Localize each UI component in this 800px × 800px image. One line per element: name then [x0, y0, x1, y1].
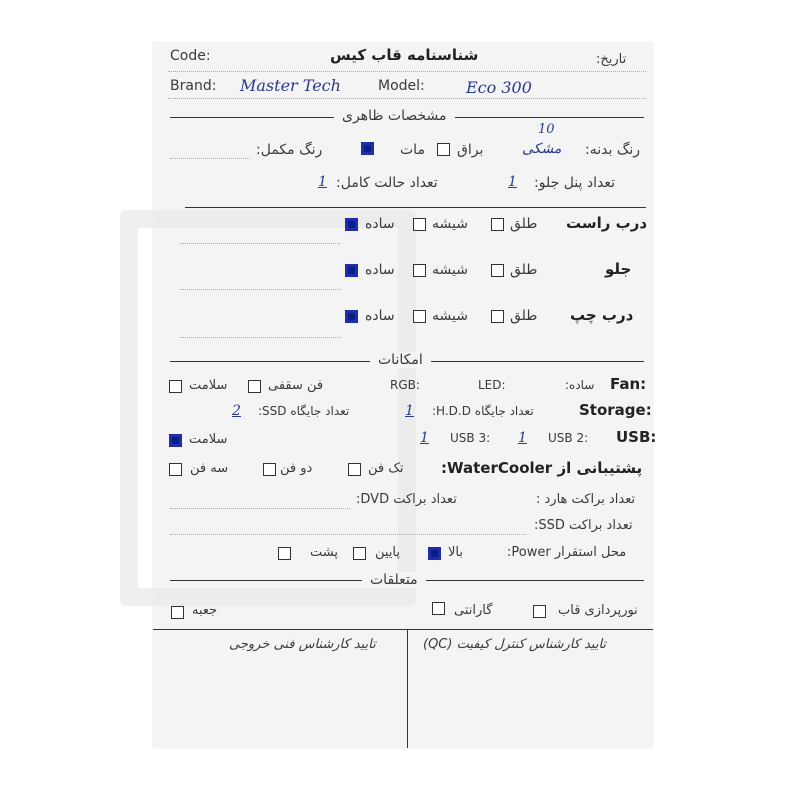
dvd-bracket-label: تعداد براکت DVD: — [356, 492, 457, 507]
complete-mode-count-label: تعداد حالت کامل: — [336, 175, 438, 191]
door-left-metal-label: طلق — [510, 308, 538, 324]
box-label: جعبه — [192, 603, 218, 618]
door-front-metal-checkbox[interactable] — [491, 264, 504, 277]
body-color-value[interactable]: مشکی — [522, 141, 562, 157]
qc-approval-label: تایید کارشناس کنترل کیفیت (QC) — [423, 637, 607, 652]
door-left-glass-label: شیشه — [432, 308, 468, 324]
hdd-count-label: تعداد جایگاه H.D.D: — [432, 404, 534, 418]
glossy-checkbox[interactable] — [437, 143, 450, 156]
door-right-dots — [180, 243, 340, 244]
door-right-plain-checkbox[interactable] — [345, 218, 358, 231]
fan-health-checkbox[interactable] — [169, 380, 182, 393]
front-panel-count-value[interactable]: 1 — [508, 174, 517, 190]
door-front-label: جلو — [605, 260, 632, 278]
appearance-title: مشخصات ظاهری — [334, 108, 455, 124]
usb2-value[interactable]: 1 — [518, 430, 527, 446]
fan-plain-label: ساده: — [565, 378, 595, 392]
storage-label: Storage: — [579, 401, 652, 419]
dvd-bracket-dots — [170, 508, 350, 509]
power-back-label: پشت — [310, 545, 338, 560]
ssd-bracket-label: تعداد براکت SSD: — [534, 518, 633, 533]
power-bottom-label: پایین — [375, 545, 401, 560]
date-label: تاریخ: — [596, 52, 627, 67]
watercooler-label: پشتیبانی از WaterCooler: — [441, 459, 643, 477]
door-right-glass-label: شیشه — [432, 216, 468, 232]
features-title: امکانات — [370, 352, 431, 368]
brand-dots — [168, 98, 646, 99]
hdd-count-value[interactable]: 1 — [405, 403, 414, 419]
warranty-checkbox[interactable] — [432, 602, 445, 615]
door-left-metal-checkbox[interactable] — [491, 310, 504, 323]
usb-health-checkbox[interactable] — [169, 434, 182, 447]
complete-mode-count-value[interactable]: 1 — [318, 174, 327, 190]
fan-label: Fan: — [610, 375, 647, 393]
door-front-plain-checkbox[interactable] — [345, 264, 358, 277]
door-right-plain-label: ساده — [365, 216, 395, 232]
warranty-label: گارانتی — [454, 603, 493, 618]
fan-led-label: LED: — [478, 378, 506, 392]
door-left-dots — [180, 337, 340, 338]
model-label: Model: — [378, 78, 425, 94]
one-fan-checkbox[interactable] — [348, 463, 361, 476]
header-dots — [168, 71, 646, 72]
door-front-plain-label: ساده — [365, 262, 395, 278]
power-bottom-checkbox[interactable] — [353, 547, 366, 560]
code-label: Code: — [170, 48, 211, 64]
door-front-glass-checkbox[interactable] — [413, 264, 426, 277]
brand-value[interactable]: Master Tech — [240, 76, 341, 95]
fan-ceiling-checkbox[interactable] — [248, 380, 261, 393]
case-lighting-checkbox[interactable] — [533, 605, 546, 618]
box-checkbox[interactable] — [171, 606, 184, 619]
model-value[interactable]: Eco 300 — [466, 78, 532, 97]
complementary-dots — [170, 158, 250, 159]
matte-label: مات — [400, 142, 425, 158]
door-right-metal-label: طلق — [510, 216, 538, 232]
door-left-label: درب چپ — [570, 306, 634, 324]
door-right-glass-checkbox[interactable] — [413, 218, 426, 231]
ssd-count-label: تعداد جایگاه SSD: — [258, 404, 350, 418]
power-top-checkbox[interactable] — [428, 547, 441, 560]
complementary-color-label: رنگ مکمل: — [256, 142, 323, 158]
one-fan-label: تک فن — [368, 461, 404, 476]
ssd-count-value[interactable]: 2 — [232, 403, 241, 419]
usb2-label: USB 2: — [548, 431, 589, 445]
front-panel-count-label: تعداد پنل جلو: — [534, 175, 615, 191]
approvals-divider — [153, 629, 653, 630]
door-right-metal-checkbox[interactable] — [491, 218, 504, 231]
fan-health-label: سلامت — [189, 378, 228, 393]
door-left-plain-checkbox[interactable] — [345, 310, 358, 323]
door-front-dots — [180, 289, 340, 290]
three-fan-checkbox[interactable] — [169, 463, 182, 476]
body-color-label: رنگ بدنه: — [585, 142, 641, 158]
matte-checkbox[interactable] — [361, 142, 374, 155]
power-top-label: بالا — [448, 545, 463, 560]
fan-rgb-label: RGB: — [390, 378, 420, 392]
two-fan-label: دو فن — [280, 461, 313, 476]
usb-label: USB: — [616, 428, 657, 446]
usb3-value[interactable]: 1 — [420, 430, 429, 446]
usb3-label: USB 3: — [450, 431, 491, 445]
form-title: شناسنامه قاب کیس — [330, 46, 479, 64]
door-left-glass-checkbox[interactable] — [413, 310, 426, 323]
doors-divider-top — [185, 207, 646, 208]
power-back-checkbox[interactable] — [278, 547, 291, 560]
three-fan-label: سه فن — [190, 461, 229, 476]
fan-ceiling-label: فن سقفی — [268, 378, 324, 393]
door-left-plain-label: ساده — [365, 308, 395, 324]
brand-label: Brand: — [170, 78, 217, 94]
two-fan-checkbox[interactable] — [263, 463, 276, 476]
tech-approval-label: تایید کارشناس فنی خروجی — [229, 637, 376, 652]
glossy-label: براق — [457, 142, 484, 158]
door-right-label: درب راست — [566, 214, 648, 232]
power-location-label: محل استقرار Power: — [507, 545, 627, 560]
accessories-title: متعلقات — [362, 572, 426, 588]
usb-health-label: سلامت — [189, 432, 228, 447]
door-front-metal-label: طلق — [510, 262, 538, 278]
approvals-column-divider — [407, 629, 408, 748]
door-front-glass-label: شیشه — [432, 262, 468, 278]
case-lighting-label: نورپردازی قاب — [558, 603, 638, 618]
ssd-bracket-dots — [170, 534, 526, 535]
body-color-number[interactable]: 10 — [538, 122, 555, 137]
hard-bracket-label: تعداد براکت هارد : — [536, 492, 636, 507]
